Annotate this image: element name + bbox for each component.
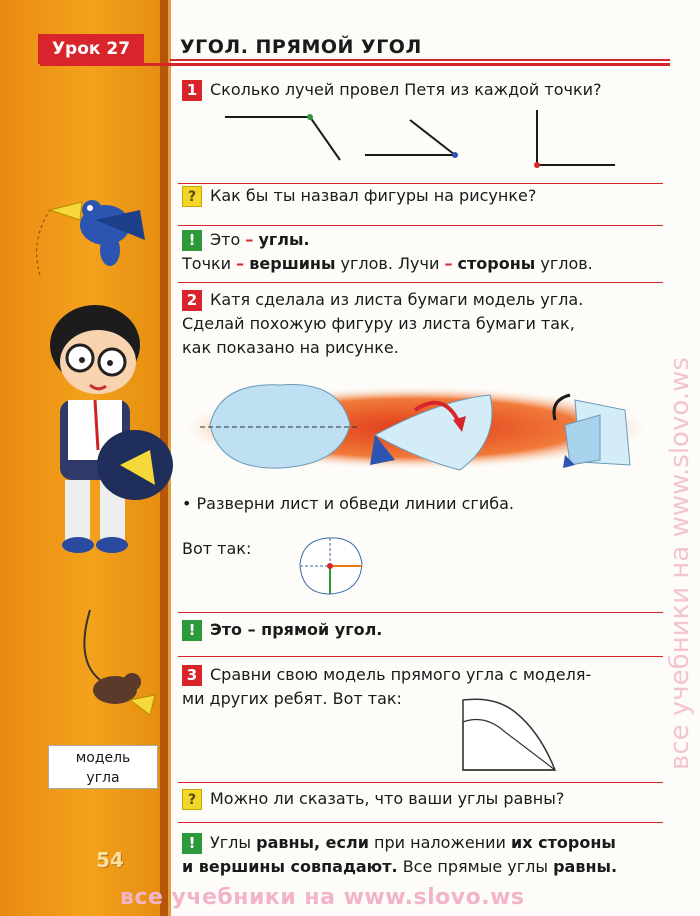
- term-vershiny: вершины: [249, 254, 336, 273]
- task1-text: Сколько лучей провел Петя из каждой точки?: [210, 80, 602, 99]
- question-marker: ?: [182, 186, 202, 207]
- bullet: •: [182, 494, 192, 513]
- page-title: УГОЛ. ПРЯМОЙ УГОЛ: [180, 36, 422, 58]
- term-ravny: равны.: [553, 857, 618, 876]
- answer1-line1: [210, 229, 310, 251]
- text: Углы: [210, 833, 252, 852]
- overlapped-angles-figure: [455, 692, 565, 777]
- lesson-badge: Урок 27: [38, 34, 144, 64]
- footer-watermark: все учебники на www.slovo.ws: [120, 885, 525, 910]
- title-underline-top: [170, 59, 670, 61]
- illustration-caption: [48, 745, 158, 789]
- answer3-line2: [182, 856, 617, 878]
- divider: [178, 183, 663, 184]
- term-pryamoy-ugol: прямой угол.: [261, 620, 383, 639]
- divider: [178, 282, 663, 283]
- dash: –: [247, 620, 256, 639]
- text: Это: [210, 230, 241, 249]
- dash: –: [236, 254, 245, 273]
- task2-line1: Катя сделала из листа бумаги модель угла.: [210, 290, 584, 309]
- task-number-2: 2: [182, 290, 202, 311]
- task-number-1: 1: [182, 80, 202, 101]
- task-number-3: 3: [182, 665, 202, 686]
- vot-tak-label: Вот так:: [182, 539, 252, 558]
- task2-instruction: [182, 493, 514, 515]
- text: Все прямые углы: [402, 857, 548, 876]
- divider: [178, 612, 663, 613]
- answer-marker: !: [182, 620, 202, 641]
- text: при наложении: [374, 833, 506, 852]
- question1-text: Как бы ты назвал фигуры на рисунке?: [210, 186, 537, 205]
- task2-line3: как показано на рисунке.: [182, 338, 399, 357]
- term-ugly: углы.: [258, 230, 310, 249]
- page-number: 54: [96, 848, 124, 872]
- side-watermark: все учебники на www.slovo.ws: [665, 357, 695, 770]
- answer-marker: !: [182, 230, 202, 251]
- bird-illustration: [20, 180, 160, 280]
- caption-line2: угла: [86, 770, 120, 786]
- term-ravny: равны, если: [256, 833, 369, 852]
- text: Точки: [182, 254, 232, 273]
- answer3-line1: [210, 832, 616, 854]
- text: углов.: [540, 254, 593, 273]
- caption-line1: модель: [75, 750, 131, 766]
- paper-fold-illustration: [180, 370, 650, 480]
- text: углов. Лучи: [340, 254, 440, 273]
- term-storony: их стороны: [511, 833, 616, 852]
- task3-line2: ми других ребят. Вот так:: [182, 689, 402, 708]
- divider: [178, 225, 663, 226]
- answer1-line2: [182, 253, 593, 275]
- divider: [178, 822, 663, 823]
- answer-marker: !: [182, 833, 202, 854]
- question2-text: Можно ли сказать, что ваши углы равны?: [210, 789, 565, 808]
- term-vershiny: и вершины совпадают.: [182, 857, 398, 876]
- instruction-text: Разверни лист и обведи линии сгиба.: [196, 494, 514, 513]
- mouse-illustration: [70, 600, 160, 730]
- divider: [178, 656, 663, 657]
- boy-illustration: [40, 300, 180, 560]
- text: Это: [210, 620, 243, 639]
- rays-figures: [215, 105, 665, 175]
- question-marker: ?: [182, 789, 202, 810]
- term-storony: стороны: [457, 254, 536, 273]
- answer2-text: [210, 619, 382, 641]
- divider: [178, 782, 663, 783]
- task3-line1: Сравни свою модель прямого угла с моделя-: [210, 665, 592, 684]
- task2-line2: Сделай похожую фигуру из листа бумаги так,: [182, 314, 575, 333]
- dash: –: [444, 254, 453, 273]
- fold-lines-figure: [290, 530, 370, 600]
- dash: –: [245, 230, 254, 249]
